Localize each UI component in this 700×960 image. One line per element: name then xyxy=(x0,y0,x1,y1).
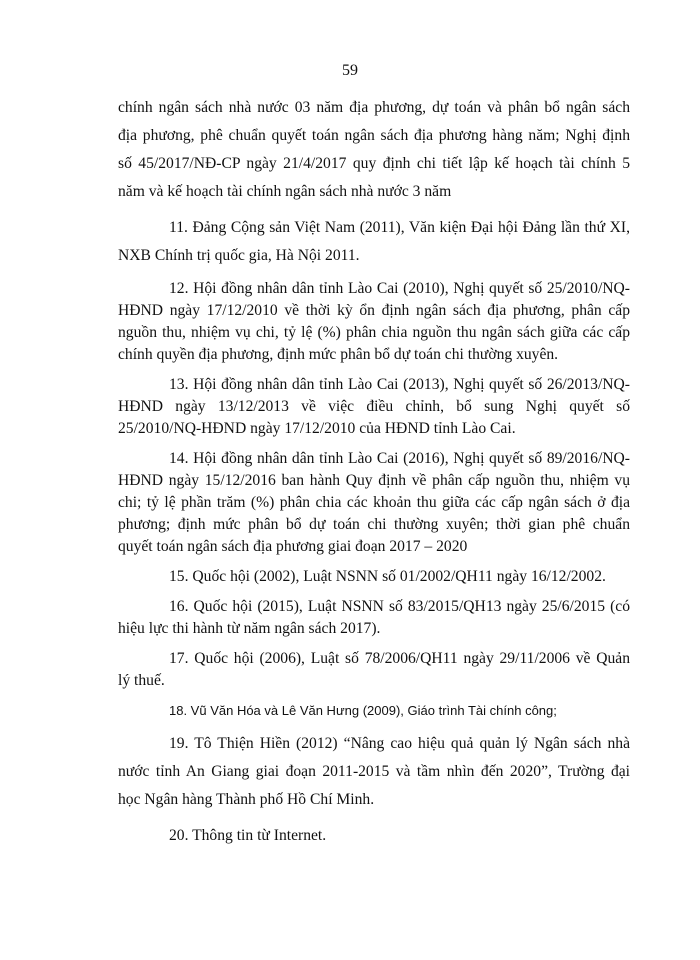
text-line: học Ngân hàng Thành phố Hồ Chí Minh. xyxy=(118,791,375,808)
text-line: quyết toán ngân sách địa phương giai đoạn 2017 – 2020 xyxy=(118,538,468,555)
reference-20 xyxy=(118,822,630,850)
text-line: 18. Vũ Văn Hóa và Lê Văn Hưng (2009), Giáo trình Tài chính công; xyxy=(169,703,557,718)
text-line: chính ngân sách nhà nước 03 năm địa phương, dự toán và phân bổ ngân sách xyxy=(118,99,630,116)
text-line: NXB Chính trị quốc gia, Hà Nội 2011. xyxy=(118,247,360,264)
text-line: HĐND ngày 17/12/2010 về thời kỳ ổn định ngân sách địa phương, phân cấp xyxy=(118,302,630,319)
text-line: 17. Quốc hội (2006), Luật số 78/2006/QH11 ngày 29/11/2006 về Quản xyxy=(169,650,630,667)
text-line: địa phương, phê chuẩn quyết toán ngân sách địa phương hàng năm; Nghị định xyxy=(118,127,630,144)
text-line: năm và kế hoạch tài chính ngân sách nhà nước 3 năm xyxy=(118,183,452,200)
text-line: 14. Hội đồng nhân dân tỉnh Lào Cai (2016), Nghị quyết số 89/2016/NQ- xyxy=(169,450,630,467)
text-line: HĐND ngày 15/12/2016 ban hành Quy định về phân cấp nguồn thu, nhiệm vụ xyxy=(118,472,630,489)
page-number: 59 xyxy=(342,62,358,79)
reference-12 xyxy=(118,278,630,366)
text-line: hiệu lực thi hành từ năm ngân sách 2017). xyxy=(118,620,381,637)
reference-10-continuation xyxy=(118,94,630,206)
reference-18 xyxy=(118,700,630,722)
text-line: nguồn thu, nhiệm vụ chi, tỷ lệ (%) phân chia nguồn thu ngân sách giữa các cấp xyxy=(118,324,630,341)
reference-13 xyxy=(118,374,630,440)
text-line: 11. Đảng Cộng sản Việt Nam (2011), Văn kiện Đại hội Đảng lần thứ XI, xyxy=(169,219,630,236)
reference-16 xyxy=(118,596,630,640)
text-line: chi; tỷ lệ phần trăm (%) phân chia các khoản thu giữa các cấp ngân sách ở địa xyxy=(118,494,630,511)
text-line: 16. Quốc hội (2015), Luật NSNN số 83/2015/QH13 ngày 25/6/2015 (có xyxy=(169,598,630,615)
text-line: chính quyền địa phương, định mức phân bổ dự toán chi thường xuyên. xyxy=(118,346,559,363)
text-line: 13. Hội đồng nhân dân tỉnh Lào Cai (2013), Nghị quyết số 26/2013/NQ- xyxy=(169,376,630,393)
text-line: số 45/2017/NĐ-CP ngày 21/4/2017 quy định chi tiết lập kế hoạch tài chính 5 xyxy=(118,155,630,172)
text-line: 25/2010/NQ-HĐND ngày 17/12/2010 của HĐND tỉnh Lào Cai. xyxy=(118,420,516,437)
reference-19 xyxy=(118,730,630,814)
text-line: 19. Tô Thiện Hiền (2012) “Nâng cao hiệu quả quản lý Ngân sách nhà xyxy=(169,735,630,752)
reference-15 xyxy=(118,566,630,588)
reference-11 xyxy=(118,214,630,270)
text-line: lý thuế. xyxy=(118,672,165,689)
text-line: HĐND ngày 13/12/2013 về việc điều chỉnh, bổ sung Nghị quyết số xyxy=(118,398,630,415)
text-line: 12. Hội đồng nhân dân tỉnh Lào Cai (2010), Nghị quyết số 25/2010/NQ- xyxy=(169,280,630,297)
reference-14 xyxy=(118,448,630,558)
reference-list xyxy=(118,94,630,850)
text-line: 15. Quốc hội (2002), Luật NSNN số 01/2002/QH11 ngày 16/12/2002. xyxy=(169,568,606,585)
reference-17 xyxy=(118,648,630,692)
text-line: nước tỉnh An Giang giai đoạn 2011-2015 và tầm nhìn đến 2020”, Trường đại xyxy=(118,763,630,780)
text-line: 20. Thông tin từ Internet. xyxy=(169,827,327,844)
text-line: phương; định mức phân bổ dự toán chi thường xuyên; thời gian phê chuẩn xyxy=(118,516,630,533)
